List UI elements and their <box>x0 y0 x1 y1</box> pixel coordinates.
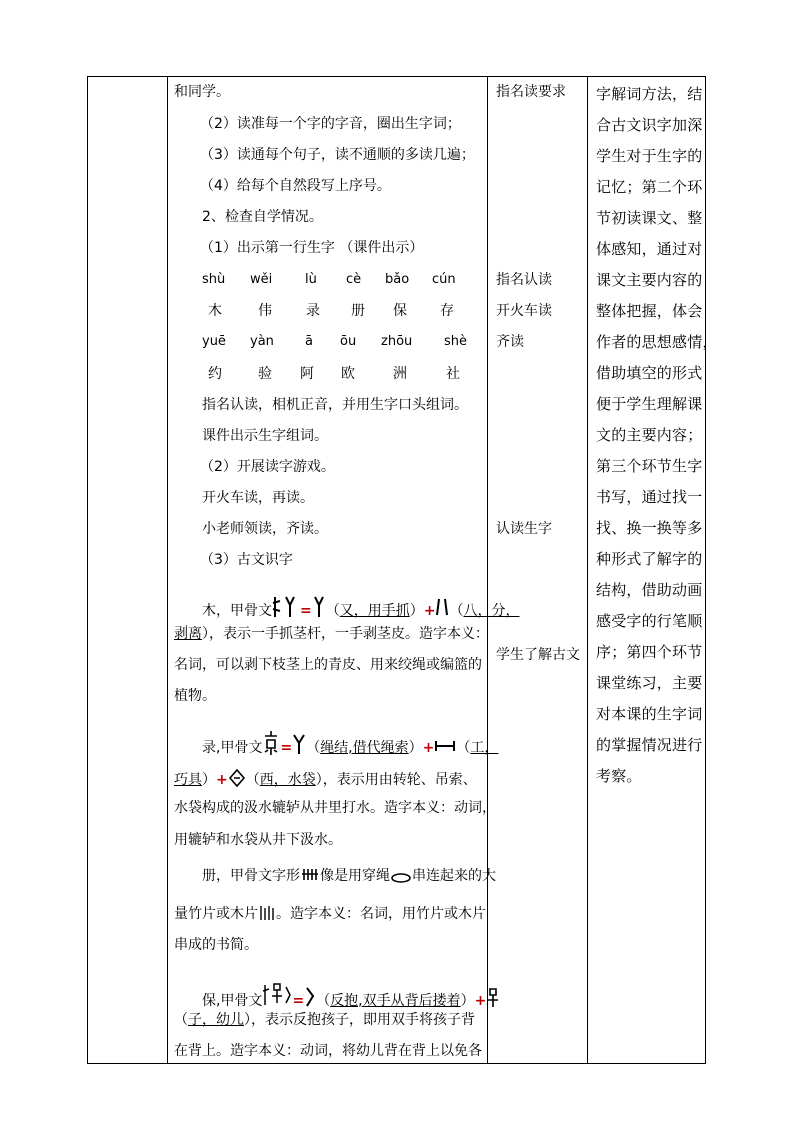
text-line: 在背上。造字本义：动词，将幼儿背在背上以免各 <box>174 1043 482 1059</box>
text: ） <box>460 993 475 1009</box>
new-character: 洲 <box>393 366 407 382</box>
text-line: 用辘轳和水袋从井下汲水。 <box>174 832 342 848</box>
student-activity: 指名认读 <box>496 272 552 288</box>
text: 反抱,双手从背后搂着 <box>330 993 461 1009</box>
intent-line: 体感知，通过对 <box>596 240 703 258</box>
pinyin: lù <box>305 272 317 287</box>
text: 巧具 <box>174 772 202 788</box>
text: ） <box>408 740 423 756</box>
text: 册，甲骨文字形 <box>202 868 300 884</box>
oracle-glyph-mu-icon <box>272 595 300 619</box>
text: ），表示用由转轮、吊索、 <box>315 772 477 788</box>
text-line: 开火车读，再读。 <box>202 490 314 506</box>
oracle-glyph-hand-icon <box>312 595 326 619</box>
text-line: （4）给每个自然段写上序号。 <box>200 178 391 194</box>
text-line: （1）出示第一行生字 （课件出示） <box>200 240 424 256</box>
student-activity: 学生了解古文 <box>496 647 580 663</box>
text-line: 串成的书简。 <box>174 937 258 953</box>
text: 西，水袋 <box>259 772 316 788</box>
text: 保,甲骨文 <box>202 993 263 1009</box>
pinyin: shù <box>202 272 226 287</box>
new-character: 录 <box>306 303 320 319</box>
pinyin: ōu <box>340 334 357 349</box>
oracle-glyph-embrace-icon <box>304 985 316 1009</box>
student-activity: 指名读要求 <box>496 84 566 100</box>
column-divider-3 <box>587 77 588 1063</box>
text: 子，幼儿 <box>188 1012 244 1028</box>
plus-sign: + <box>216 772 228 788</box>
intent-line: 序；第四个环节 <box>596 643 703 661</box>
text: （ <box>174 1012 188 1028</box>
oracle-glyph-bao-icon <box>262 981 292 1009</box>
pinyin: cún <box>432 272 456 287</box>
text-line: 指名认读，相机正音，并用生字口头组词。 <box>202 397 468 413</box>
intent-line: 文的主要内容； <box>596 426 703 444</box>
intent-line: 找、换一换等多 <box>596 519 703 537</box>
text-line: （3）古文识字 <box>200 552 293 568</box>
column-divider-2 <box>487 77 488 1063</box>
ce-line-2 <box>174 904 486 922</box>
text: ） <box>202 772 216 788</box>
text: 绳结,借代绳索 <box>320 740 409 756</box>
oracle-glyph-slips-icon <box>258 904 276 922</box>
intent-line: 课堂练习，主要 <box>596 674 703 692</box>
text: 剥离 <box>174 626 202 642</box>
new-character: 册 <box>351 303 365 319</box>
new-character: 存 <box>440 303 454 319</box>
text: 木，甲骨文 <box>202 603 272 619</box>
oracle-glyph-rope-icon <box>292 732 306 756</box>
intent-line: 合古文识字加深 <box>596 116 703 134</box>
text-line: （3）读通每个句子，读不通顺的多读几遍； <box>200 147 475 163</box>
text: ），表示反抱孩子，即用双手将孩子背 <box>244 1012 475 1028</box>
new-character: 验 <box>258 366 272 382</box>
text: （ <box>325 603 340 619</box>
text: 像是用穿绳 <box>320 868 390 884</box>
text: （ <box>456 740 471 756</box>
new-character: 保 <box>393 303 407 319</box>
pinyin: cè <box>346 272 362 287</box>
text-line: 课件出示生字组词。 <box>202 428 328 444</box>
bao-line-1 <box>202 981 500 1009</box>
pinyin: ā <box>305 334 313 349</box>
oracle-glyph-xi-icon <box>228 768 246 788</box>
bao-line-2 <box>174 1012 475 1028</box>
new-character: 约 <box>208 366 222 382</box>
plus-sign: + <box>474 993 487 1009</box>
pinyin: bǎo <box>385 272 410 287</box>
new-character: 木 <box>208 303 222 319</box>
oracle-glyph-cord-icon <box>390 870 412 884</box>
intent-line: 课文主要内容的 <box>596 271 703 289</box>
text: ），表示一手抓茎杆，一手剥茎皮。造字本义： <box>202 626 489 642</box>
intent-line: 节初读课文、整 <box>596 209 703 227</box>
intent-line: 记忆；第二个环 <box>596 178 703 196</box>
text: ） <box>409 603 424 619</box>
oracle-glyph-zi-icon <box>486 987 500 1009</box>
intent-line: 种形式了解字的 <box>596 550 703 568</box>
intent-line: 作者的思想感情， <box>596 333 718 351</box>
text: （ <box>449 603 464 619</box>
oracle-glyph-gong-icon <box>434 736 456 756</box>
ce-line-1 <box>202 866 496 884</box>
lu-line-1 <box>202 730 498 756</box>
text: 又，用手抓 <box>339 603 410 619</box>
equals-sign: = <box>300 603 312 619</box>
intent-line: 便于学生理解课 <box>596 395 703 413</box>
text: 录,甲骨文 <box>202 740 263 756</box>
mu-line-2 <box>174 626 489 642</box>
column-divider-1 <box>167 77 168 1063</box>
intent-line: 书写，通过找一 <box>596 488 703 506</box>
new-character: 欧 <box>341 366 355 382</box>
plus-sign: + <box>422 740 435 756</box>
text: （ <box>245 772 260 788</box>
new-character: 阿 <box>300 366 314 382</box>
intent-line: 的掌握情况进行 <box>596 736 703 754</box>
intent-line: 对本课的生字词 <box>596 705 703 723</box>
text-line: 名词，可以剥下枝茎上的青皮、用来绞绳或编篮的 <box>174 657 482 673</box>
equals-sign: = <box>292 993 305 1009</box>
equals-sign: = <box>280 740 293 756</box>
oracle-glyph-ce-icon <box>300 866 320 884</box>
text: 量竹片或木片 <box>174 906 258 922</box>
oracle-glyph-lu-icon <box>262 730 280 756</box>
new-character: 伟 <box>258 303 272 319</box>
text-line: 小老师领读，齐读。 <box>202 521 328 537</box>
intent-line: 考察。 <box>596 767 642 785</box>
text-line: 植物。 <box>174 688 216 704</box>
new-character: 社 <box>446 366 460 382</box>
intent-line: 结构，借助动画 <box>596 581 703 599</box>
text-line: 和同学。 <box>174 84 230 100</box>
intent-line: 字解词方法，结 <box>596 85 703 103</box>
text-line: （2）读准每一个字的字音，圈出生字词； <box>200 116 461 132</box>
text: 串连起来的大 <box>412 868 496 884</box>
text: 工， <box>470 740 499 756</box>
oracle-glyph-ba-icon <box>435 595 449 619</box>
student-activity: 齐读 <box>496 334 524 350</box>
text: 。造字本义：名词，用竹片或木片 <box>276 906 486 922</box>
text: （ <box>306 740 321 756</box>
pinyin: yàn <box>250 334 274 349</box>
pinyin: wěi <box>250 272 273 287</box>
pinyin: zhōu <box>381 334 413 349</box>
intent-line: 感受字的行笔顺 <box>596 612 703 630</box>
student-activity: 开火车读 <box>496 303 552 319</box>
text-line: 2、检查自学情况。 <box>202 209 323 225</box>
intent-line: 整体把握，体会 <box>596 302 703 320</box>
text-line: （2）开展读字游戏。 <box>200 459 335 475</box>
intent-line: 学生对于生字的 <box>596 147 703 165</box>
intent-line: 第三个环节生字 <box>596 457 703 475</box>
text-line: 水袋构成的汲水辘轳从井里打水。造字本义：动词， <box>174 800 496 816</box>
pinyin: shè <box>444 334 468 349</box>
intent-line: 借助填空的形式 <box>596 364 703 382</box>
text: （ <box>316 993 331 1009</box>
lu-line-2 <box>174 768 477 788</box>
text: 八，分， <box>463 603 520 619</box>
student-activity: 认读生字 <box>496 521 552 537</box>
mu-line-1 <box>202 595 519 619</box>
plus-sign: + <box>423 603 436 619</box>
pinyin: yuē <box>202 334 226 349</box>
